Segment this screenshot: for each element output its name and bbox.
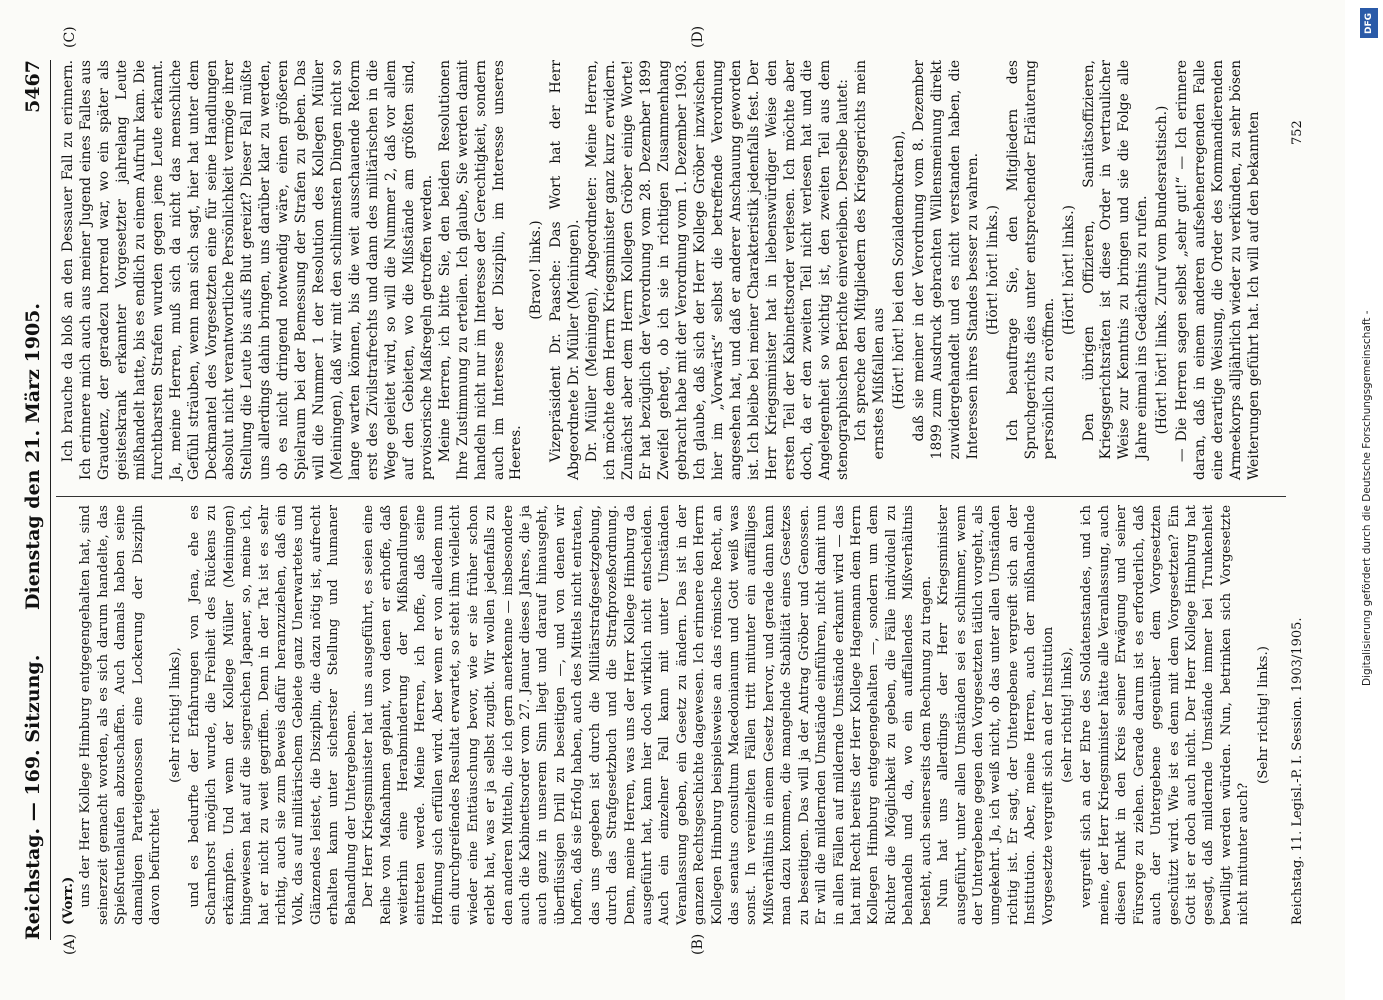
right-interjection: (Bravo! links.) [528,220,545,320]
right-column [60,60,1264,480]
left-interjection: (Sehr richtig! links.) [1255,646,1271,784]
left-paragraph: Der Herr Kriegsminister hat uns ausgeführt, es seien eine Reihe von Maßnahmen geplant, von denen er erhoffe, daß weiterhin eine Herabminderung der Mißhandlungen eintreten werde. Meine Herren, ich hoffe, daß seine Hoffnung sich erfüllen wird. Aber wenn er von alledem nun ein durchgreifendes Resultat erwartet, so steht ihm vielleicht wieder eine Enttäuschung bevor, wie er sie früher schon erlebt hat, was er ja selbst zugibt. Wir wollen jedenfalls zu den anderen Mitteln, die ich gern anerkenne — insbesondere auch die Kabinettsorder vom 27. Januar dieses Jahres, die ja auch ganz in unserem Sinn liegt und darauf hinausgeht, überflüssigen Drill zu beseitigen —, und von denen wir hoffen, daß sie Erfolg haben, auch des Mittels nicht entraten, das uns gegeben ist durch die Militärstrafgesetzgebung, durch das Strafgesetzbuch und die Strafprozeßordnung. Denn, meine Herren, was uns der Herr Kollege Himburg da ausgeführt hat, kann hier doch wirklich nicht entscheiden. Auch ein einzelner Fall kann mit unter Umständen Veranlassung geben, ein Gesetz zu ändern. Das ist in der ganzen Rechtsgeschichte dagewesen. Ich erinnere den Herrn Kollegen Himburg beispielsweise an das römische Recht, an das senatus consultum Macedonianum und Gott weiß was sonst. In vereinzelten Fällen tritt mitunter ein auffälliges Mißverhältnis in einem Gesetz hervor, und gerade dann kann man dazu kommen, die mangelnde Stabilität eines Gesetzes zu beseitigen. Das will ja der Antrag Gröber und Genossen. Er will die mildernden Umstände einführen, nicht damit nun in allen Fällen auf mildernde Umstände erkannt wird — das hat mit Recht bereits der Herr Kollege Hagemann dem Herrn Kollegen Himburg entgegengehalten —, sondern um dem Richter die Möglichkeit zu geben, die Fälle individuell zu behandeln und da, wo ein auffallendes Mißverhältnis besteht, auch seinerseits dem Rechnung zu tragen. [361,505,934,925]
left-paragraph: vergreift sich an der Ehre des Soldatenstandes, und ich meine, der Herr Kriegsminister hätte alle Veranlassung, auch diesen Punkt in den Kreis seiner Erwägung und seiner Fürsorge zu ziehen. Gerade darum ist es erforderlich, daß auch der Untergebene gegenüber dem Vorgesetzten geschützt wird. Wie ist es denn mit dem Vorgesetzten? Ein Gott ist er doch auch nicht. Der Herr Kollege Himburg hat gesagt, daß mildernde Umstände immer bei Trunkenheit bewilligt werden würden. Nun, betrinken sich Vorgesetzte nicht mitunter auch? [1079,505,1252,925]
margin-marker-a: (A) [62,933,78,955]
margin-marker-b: (B) [690,933,706,955]
right-quoted-text: Den übrigen Offizieren, Sanitätsoffizieren, Kriegsgerichtsräten ist diese Order in vertraulicher Weise zur Kenntnis zu bringen und sie die Folge alle Jahre einmal ins Gedächtnis zu rufen. [1080,60,1151,460]
left-interjection: (sehr richtig! links), [167,647,183,783]
right-paragraph: Ich brauche da bloß an den Dessauer Fall zu erinnern. Ich erinnere mich auch aus meiner Jugend eines Falles aus Graudenz, der geradezu horrend war, wo ein später als geisteskrank erkannter Vorgesetzter jahrelang Leute mißhandelt hatte, bis es endlich zu einem Aufruhr kam. Die furchtbarsten Strafen wurden gegen jene Leute erkannt. Ja, meine Herren, muß sich da nicht das menschliche Gefühl sträuben, wenn man sich sagt, hier hat unter dem Deckmantel des Vorgesetzten eine für seine Handlungen absolut nicht verantwortliche Persönlichkeit vermöge ihrer Stellung die Leute bis aufs Blut gereizt? Dieser Fall müßte uns allerdings dahin bringen, uns darüber klar zu werden, ob es nicht dringend notwendig wäre, einen größeren Spielraum bei der Bemessung der Strafen zu geben. Das will die Nummer 1 der Resolution des Kollegen Müller (Meiningen), daß wir mit den schlimmsten Dingen nicht so lange warten können, bis die weit ausschauende Reform erst des Zivilstrafrechts und dann des militärischen in die Wege geleitet wird, so will die Nummer 2, daß vor allem auf den Gebieten, wo die Mißstände am größten sind, provisorische Maßregeln getroffen werden. [60,60,435,480]
column-divider [56,496,1286,497]
right-interjection: (Hört! hört! bei den Sozialdemokraten), [891,130,908,410]
left-interjection: (sehr richtig! links), [1060,647,1076,783]
header-date: Dienstag den 21. März 1905. [22,302,44,610]
attribution-strip [1358,8,1380,998]
footer-sheet-number: 752 [1290,120,1305,145]
dfg-logo: DFG [1360,8,1378,38]
right-paragraph: Meine Herren, ich bitte Sie, den beiden Resolutionen Ihre Zustimmung zu erteilen. Ich glaube, Sie werden damit handeln nicht nur im Interesse der Gerechtigkeit, sondern auch im Interesse der Disziplin, im Interesse unseres Heeres. [436,60,525,480]
right-interjection: (Hört! hört! links. Zuruf vom Bundesratstisch.) [1154,105,1171,435]
right-quoted-text: daß sie meiner in der Verordnung vom 8. Dezember 1899 zum Ausdruck gebrachten Willensmeinung direkt zuwidergehandelt und es nicht verstanden haben, die Interessen ihres Standes besser zu wahren. [911,60,981,460]
header-rule [50,60,51,940]
right-paragraph: Dr. Müller (Meiningen), Abgeordneter: Meine Herren, ich möchte dem Herrn Kriegsminister ganz kurz erwidern. Zunächst aber dem Herrn Kollegen Gröber einige Worte! Er hat bezüglich der Verordnung vom 28. Dezember 1899 Zweifel gehegt, ob ich sie in richtigen Zusammenhang gebracht habe mit der Verordnung vom 1. Dezember 1903. Ich glaube, daß sich der Herr Kollege Gröber inzwischen hier im „Vorwärts“ selbst die betreffende Verordnung angesehen hat, und daß er anderer Anschauung geworden ist. Ich bleibe bei meiner Charakteristik jedenfalls fest. Der Herr Kriegsminister hat in liebenswürdiger Weise den ersten Teil der Kabinettsorder verlesen. Ich möchte aber doch, da er den zweiten Teil nicht verlesen hat und die Angelegenheit so wichtig ist, den zweiten Teil aus dem stenographischen Berichte einverleiben. Derselbe lautet: [584,60,852,480]
page-header [14,60,54,940]
left-column [60,505,1274,925]
right-quoted-text: Ich beauftrage Sie, den Mitgliedern des Spruchgerichts dies unter entsprechender Erläuterung persönlich zu eröffnen. [1004,60,1057,460]
page-number: 5467 [22,60,44,113]
left-paragraph: uns der Herr Kollege Himburg entgegengehalten hat, sind seinerzeit gemacht worden, als es sich darum handelte, das Spießrutenlaufen abzuschaffen. Auch damals haben seine damaligen Parteigenossen eine Lockerung der Disziplin davon befürchtet [78,505,164,925]
left-paragraph: und es bedurfte der Erfahrungen von Jena, ehe es Scharnhorst möglich wurde, die Freiheit des Rückens zu erkämpfen. Und wenn der Kollege Müller (Meiningen) hingewiesen hat auf die siegreichen Japaner, so, meine ich, hat er nicht zu weit gegriffen. Denn in der Tat ist es sehr richtig, auch sie zum Beweis dafür heranzuziehen, daß ein Volk, das auf militärischem Gebiete ganz Unerwartetes und Glänzendes leistet, die Disziplin, die dazu nötig ist, aufrecht erhalten kann unter sicherster Stellung und humaner Behandlung der Untergebenen. [186,505,359,925]
header-left: Reichstag. — 169. Sitzung. [22,654,44,940]
footer-session: Reichstag. 11. Legisl.-P. I. Session. 1903/1905. [1290,617,1305,925]
right-paragraph: Vizepräsident Dr. Paasche: Das Wort hat der Herr Abgeordnete Dr. Müller (Meiningen). [548,60,583,480]
right-interjection: (Hört! hört! links.) [984,205,1001,335]
right-paragraph: — Die Herren sagen selbst „sehr gut!“ — Ich erinnere daran, daß in einem anderen aufsehenerregenden Falle eine derartige Weisung, die Order des Kommandierenden Armeekorps alljährlich wieder zu verkünden, zu sehr bösen Weiterungen geführt hat. Ich will auf den bekannten [1174,60,1262,480]
attribution-text: Digitalisierung gefördert durch die Deutsche Forschungsgemeinschaft - [1361,310,1373,686]
right-quoted-text: Ich spreche den Mitgliedern des Kriegsgerichts mein ernstes Mißfallen aus [853,60,888,460]
right-interjection: (Hört! hört! links.) [1060,205,1077,335]
margin-marker-d: (D) [690,25,706,48]
margin-marker-c: (C) [62,26,78,48]
left-speaker-label: (Vorr.) [60,876,76,925]
left-paragraph: Nun hat uns allerdings der Herr Kriegsminister ausgeführt, unter allen Umständen sei es schlimmer, wenn der Untergebene gegen den Vorgesetzten tätlich vorgeht, als umgekehrt. Ja, ich weiß nicht, ob das unter allen Umständen richtig ist. Er sagt, der Untergebene vergreift sich an der Institution. Aber, meine Herren, auch der mißhandelnde Vorgesetzte vergreift sich an der Institution [936,505,1056,925]
